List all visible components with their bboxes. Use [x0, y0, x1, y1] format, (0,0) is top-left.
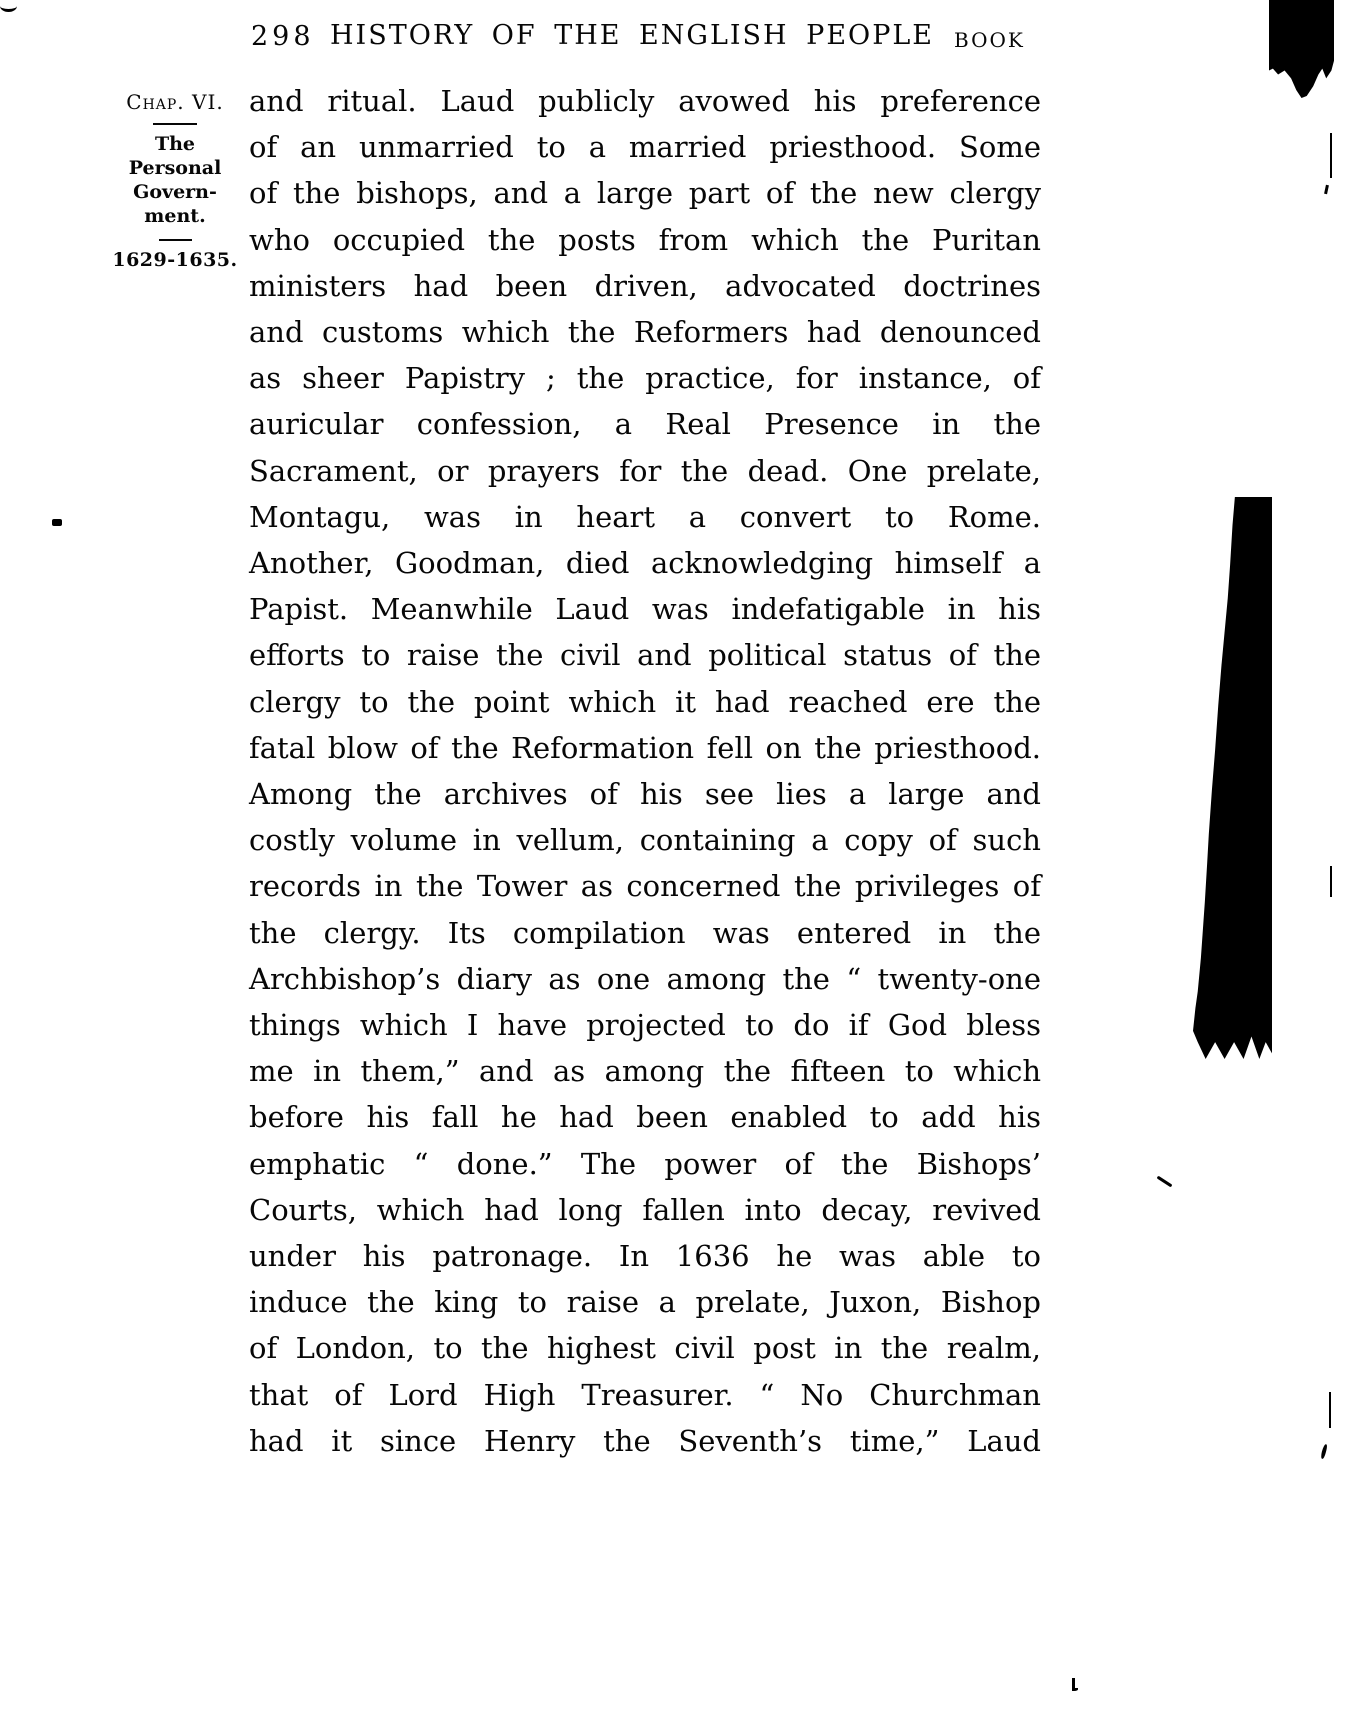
- scan-diagonal-tick: [1157, 1176, 1173, 1188]
- body-line: auricular confession, a Real Presence in the: [249, 407, 1041, 442]
- body-line: that of Lord High Treasurer. “ No Churchman: [249, 1377, 1041, 1412]
- margin-rule-bottom: [159, 239, 192, 241]
- margin-note: [110, 90, 240, 271]
- body-line: efforts to raise the civil and political status of the: [249, 638, 1041, 673]
- body-line: me in them,” and as among the fifteen to which: [249, 1054, 1041, 1089]
- margin-topic-line: The: [154, 133, 196, 155]
- scan-breve-mark-left-margin: [0, 0, 17, 12]
- body-line: ministers had been driven, advocated doctrines: [249, 268, 1041, 303]
- body-line: of the bishops, and a large part of the new clergy: [249, 176, 1041, 211]
- margin-dates: 1629-1635.: [112, 249, 238, 271]
- scan-blob-top-right: [1269, 0, 1334, 98]
- body-line: costly volume in vellum, containing a copy of such: [249, 823, 1041, 858]
- margin-rule-top: [153, 123, 197, 125]
- margin-topic-line: Govern-: [133, 181, 217, 203]
- body-line: before his fall he had been enabled to add his: [249, 1100, 1041, 1135]
- body-line: induce the king to raise a prelate, Juxon, Bishop: [249, 1285, 1041, 1320]
- body-line: as sheer Papistry ; the practice, for instance, of: [249, 361, 1041, 396]
- body-line: Archbishop’s diary as one among the “ twenty-one: [249, 961, 1041, 996]
- scan-dot-left-margin: [52, 519, 62, 526]
- scan-hairline-middle: [1330, 866, 1332, 897]
- body-line: fatal blow of the Reformation fell on the priesthood.: [249, 730, 1041, 765]
- body-line: the clergy. Its compilation was entered in the: [249, 915, 1041, 950]
- body-line: Montagu, was in heart a convert to Rome.: [249, 499, 1041, 534]
- chapter-label: Chap. VI.: [126, 90, 224, 114]
- body-text: [249, 78, 1041, 1464]
- body-line: of London, to the highest civil post in the realm,: [249, 1331, 1041, 1366]
- body-line: records in the Tower as concerned the privileges of: [249, 869, 1041, 904]
- body-line: Another, Goodman, died acknowledging himself a: [249, 546, 1041, 581]
- scan-blob-binding-shadow: [1193, 497, 1272, 1059]
- scan-speck-upper-right: [1324, 185, 1329, 194]
- body-line: under his patronage. In 1636 he was able to: [249, 1239, 1041, 1274]
- body-line: clergy to the point which it had reached ere the: [249, 684, 1041, 719]
- margin-topic: [110, 132, 240, 228]
- scan-hairline-lower: [1329, 1392, 1331, 1428]
- margin-topic-line: ment.: [144, 205, 206, 227]
- body-line: emphatic “ done.” The power of the Bishops’: [249, 1146, 1041, 1181]
- page-number: 298: [251, 21, 315, 52]
- scan-hairline-upper: [1330, 133, 1332, 178]
- body-line: Among the archives of his see lies a large and: [249, 777, 1041, 812]
- body-line: Papist. Meanwhile Laud was indefatigable in his: [249, 592, 1041, 627]
- body-line: who occupied the posts from which the Puritan: [249, 222, 1041, 257]
- body-line: of an unmarried to a married priesthood. Some: [249, 130, 1041, 165]
- body-line: things which I have projected to do if God bless: [249, 1008, 1041, 1043]
- body-line: had it since Henry the Seventh’s time,” Laud: [249, 1423, 1041, 1458]
- body-line: Sacrament, or prayers for the dead. One prelate,: [249, 453, 1041, 488]
- body-line: and customs which the Reformers had denounced: [249, 315, 1041, 350]
- scan-comma-mark: [1320, 1444, 1328, 1460]
- running-title: HISTORY OF THE ENGLISH PEOPLE: [330, 20, 934, 51]
- margin-topic-line: Personal: [128, 157, 222, 179]
- scan-iota-mark-foot: [1072, 1688, 1078, 1691]
- book-label: BOOK: [954, 28, 1025, 52]
- body-line: Courts, which had long fallen into decay, revived: [249, 1192, 1041, 1227]
- body-line: and ritual. Laud publicly avowed his preference: [249, 84, 1041, 118]
